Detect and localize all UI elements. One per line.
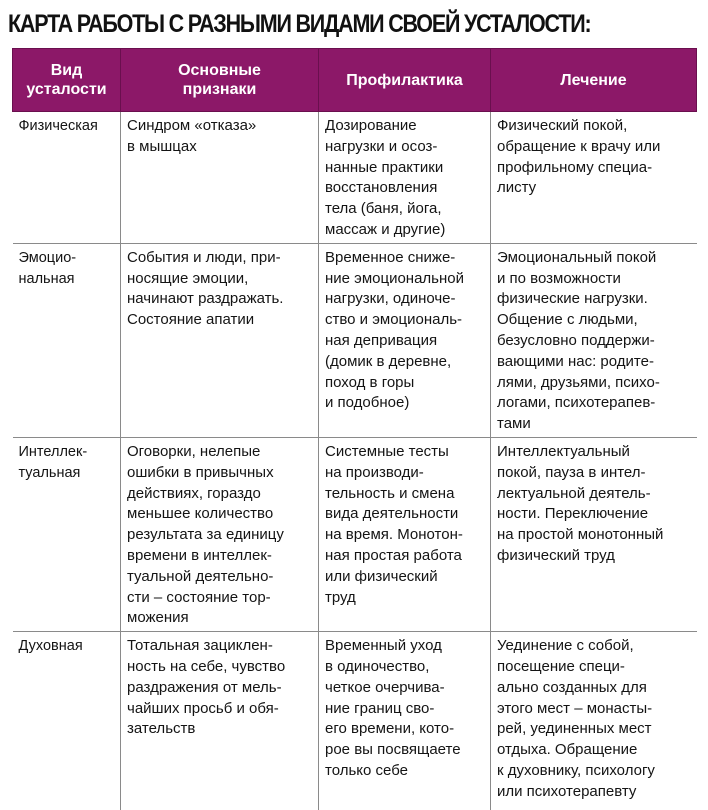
cell-line: ально созданных для <box>497 678 691 699</box>
cell-line: физические нагрузки. <box>497 289 691 310</box>
cell-line: Физическая <box>19 116 115 137</box>
cell-line: нагрузки, одиноче- <box>325 289 484 310</box>
cell-line: на простой монотонный <box>497 525 691 546</box>
cell-line: ная депривация <box>325 331 484 352</box>
header-main-signs <box>121 49 319 112</box>
cell-line: Состояние апатии <box>127 310 312 331</box>
cell-prevention <box>319 632 491 810</box>
cell-line: ошибки в привычных <box>127 463 312 484</box>
cell-line: времени в интеллек- <box>127 546 312 567</box>
cell-line: отдыха. Обращение <box>497 740 691 761</box>
cell-line: нагрузки и осоз- <box>325 137 484 158</box>
cell-line: рей, уединенных мест <box>497 719 691 740</box>
cell-line: раздражения от мель- <box>127 678 312 699</box>
cell-line: на время. Монотон- <box>325 525 484 546</box>
cell-line: туальная <box>19 463 115 484</box>
cell-line: Системные тесты <box>325 442 484 463</box>
cell-signs <box>121 112 319 244</box>
cell-treatment <box>491 243 697 437</box>
cell-line: тела (баня, йога, <box>325 199 484 220</box>
cell-line: результата за единицу <box>127 525 312 546</box>
cell-line: или психотерапевту <box>497 782 691 803</box>
cell-line: и подобное) <box>325 393 484 414</box>
cell-line: Оговорки, нелепые <box>127 442 312 463</box>
cell-signs <box>121 243 319 437</box>
table-row <box>13 243 697 437</box>
header-line: Профилактика <box>323 71 486 90</box>
cell-signs <box>121 437 319 631</box>
table-body <box>13 112 697 810</box>
cell-line: Временное сниже- <box>325 248 484 269</box>
cell-line: физический труд <box>497 546 691 567</box>
cell-line: меньшее количество <box>127 504 312 525</box>
table-row <box>13 632 697 810</box>
header-line: усталости <box>17 80 116 99</box>
header-treatment <box>491 49 697 112</box>
page-title: КАРТА РАБОТЫ С РАЗНЫМИ ВИДАМИ СВОЕЙ УСТАЛОСТИ: <box>8 4 603 44</box>
cell-line: только себе <box>325 761 484 782</box>
cell-line: логами, психотерапев- <box>497 393 691 414</box>
cell-type <box>13 437 121 631</box>
cell-line: в одиночество, <box>325 657 484 678</box>
cell-line: туальной деятельно- <box>127 567 312 588</box>
cell-line: к духовнику, психологу <box>497 761 691 782</box>
cell-prevention <box>319 243 491 437</box>
cell-treatment <box>491 437 697 631</box>
cell-line: и по возможности <box>497 269 691 290</box>
cell-prevention <box>319 112 491 244</box>
cell-line: покой, пауза в интел- <box>497 463 691 484</box>
cell-line: вающими нас: родите- <box>497 352 691 373</box>
cell-line: на производи- <box>325 463 484 484</box>
cell-line: Эмоцио- <box>19 248 115 269</box>
cell-line: ная простая работа <box>325 546 484 567</box>
cell-line: в мышцах <box>127 137 312 158</box>
cell-line: ние границ сво- <box>325 699 484 720</box>
header-prevention <box>319 49 491 112</box>
table-row <box>13 112 697 244</box>
cell-line: тельность и смена <box>325 484 484 505</box>
cell-line: профильному специа- <box>497 158 691 179</box>
cell-signs <box>121 632 319 810</box>
cell-line: тами <box>497 414 691 435</box>
cell-line: Эмоциональный покой <box>497 248 691 269</box>
cell-line: Духовная <box>19 636 115 657</box>
table-row <box>13 437 697 631</box>
cell-line: массаж и другие) <box>325 220 484 241</box>
cell-line: сти – состояние тор- <box>127 588 312 609</box>
cell-line: обращение к врачу или <box>497 137 691 158</box>
cell-prevention <box>319 437 491 631</box>
header-fatigue-type <box>13 49 121 112</box>
cell-line: четкое очерчива- <box>325 678 484 699</box>
cell-line: посещение специ- <box>497 657 691 678</box>
cell-line: рое вы посвящаете <box>325 740 484 761</box>
cell-treatment <box>491 632 697 810</box>
header-line: Лечение <box>495 71 692 90</box>
cell-line: вида деятельности <box>325 504 484 525</box>
cell-type <box>13 632 121 810</box>
cell-line: Уединение с собой, <box>497 636 691 657</box>
cell-line: нальная <box>19 269 115 290</box>
cell-line: нанные практики <box>325 158 484 179</box>
cell-line: его времени, кото- <box>325 719 484 740</box>
cell-line: События и люди, при- <box>127 248 312 269</box>
cell-line: носящие эмоции, <box>127 269 312 290</box>
cell-line: Временный уход <box>325 636 484 657</box>
cell-treatment <box>491 112 697 244</box>
table-header-row <box>13 49 697 112</box>
header-line: Основные <box>125 61 314 80</box>
cell-line: Общение с людьми, <box>497 310 691 331</box>
cell-line: можения <box>127 608 312 629</box>
cell-line: Синдром «отказа» <box>127 116 312 137</box>
cell-line: чайших просьб и обя- <box>127 699 312 720</box>
cell-line: Интеллектуальный <box>497 442 691 463</box>
cell-line: зательств <box>127 719 312 740</box>
cell-line: ство и эмоциональ- <box>325 310 484 331</box>
header-line: Вид <box>17 61 116 80</box>
cell-line: ние эмоциональной <box>325 269 484 290</box>
cell-line: начинают раздражать. <box>127 289 312 310</box>
cell-line: лектуальной деятель- <box>497 484 691 505</box>
cell-type <box>13 243 121 437</box>
cell-line: труд <box>325 588 484 609</box>
cell-line: Физический покой, <box>497 116 691 137</box>
cell-line: или физический <box>325 567 484 588</box>
cell-line: ности. Переключение <box>497 504 691 525</box>
cell-line: этого мест – монасты- <box>497 699 691 720</box>
cell-line: поход в горы <box>325 373 484 394</box>
cell-line: Интеллек- <box>19 442 115 463</box>
cell-line: ность на себе, чувство <box>127 657 312 678</box>
cell-type <box>13 112 121 244</box>
cell-line: восстановления <box>325 178 484 199</box>
cell-line: Тотальная зациклен- <box>127 636 312 657</box>
header-line: признаки <box>125 80 314 99</box>
cell-line: лями, друзьями, психо- <box>497 373 691 394</box>
cell-line: Дозирование <box>325 116 484 137</box>
cell-line: листу <box>497 178 691 199</box>
cell-line: безусловно поддержи- <box>497 331 691 352</box>
fatigue-table <box>12 48 697 810</box>
cell-line: действиях, гораздо <box>127 484 312 505</box>
cell-line: (домик в деревне, <box>325 352 484 373</box>
